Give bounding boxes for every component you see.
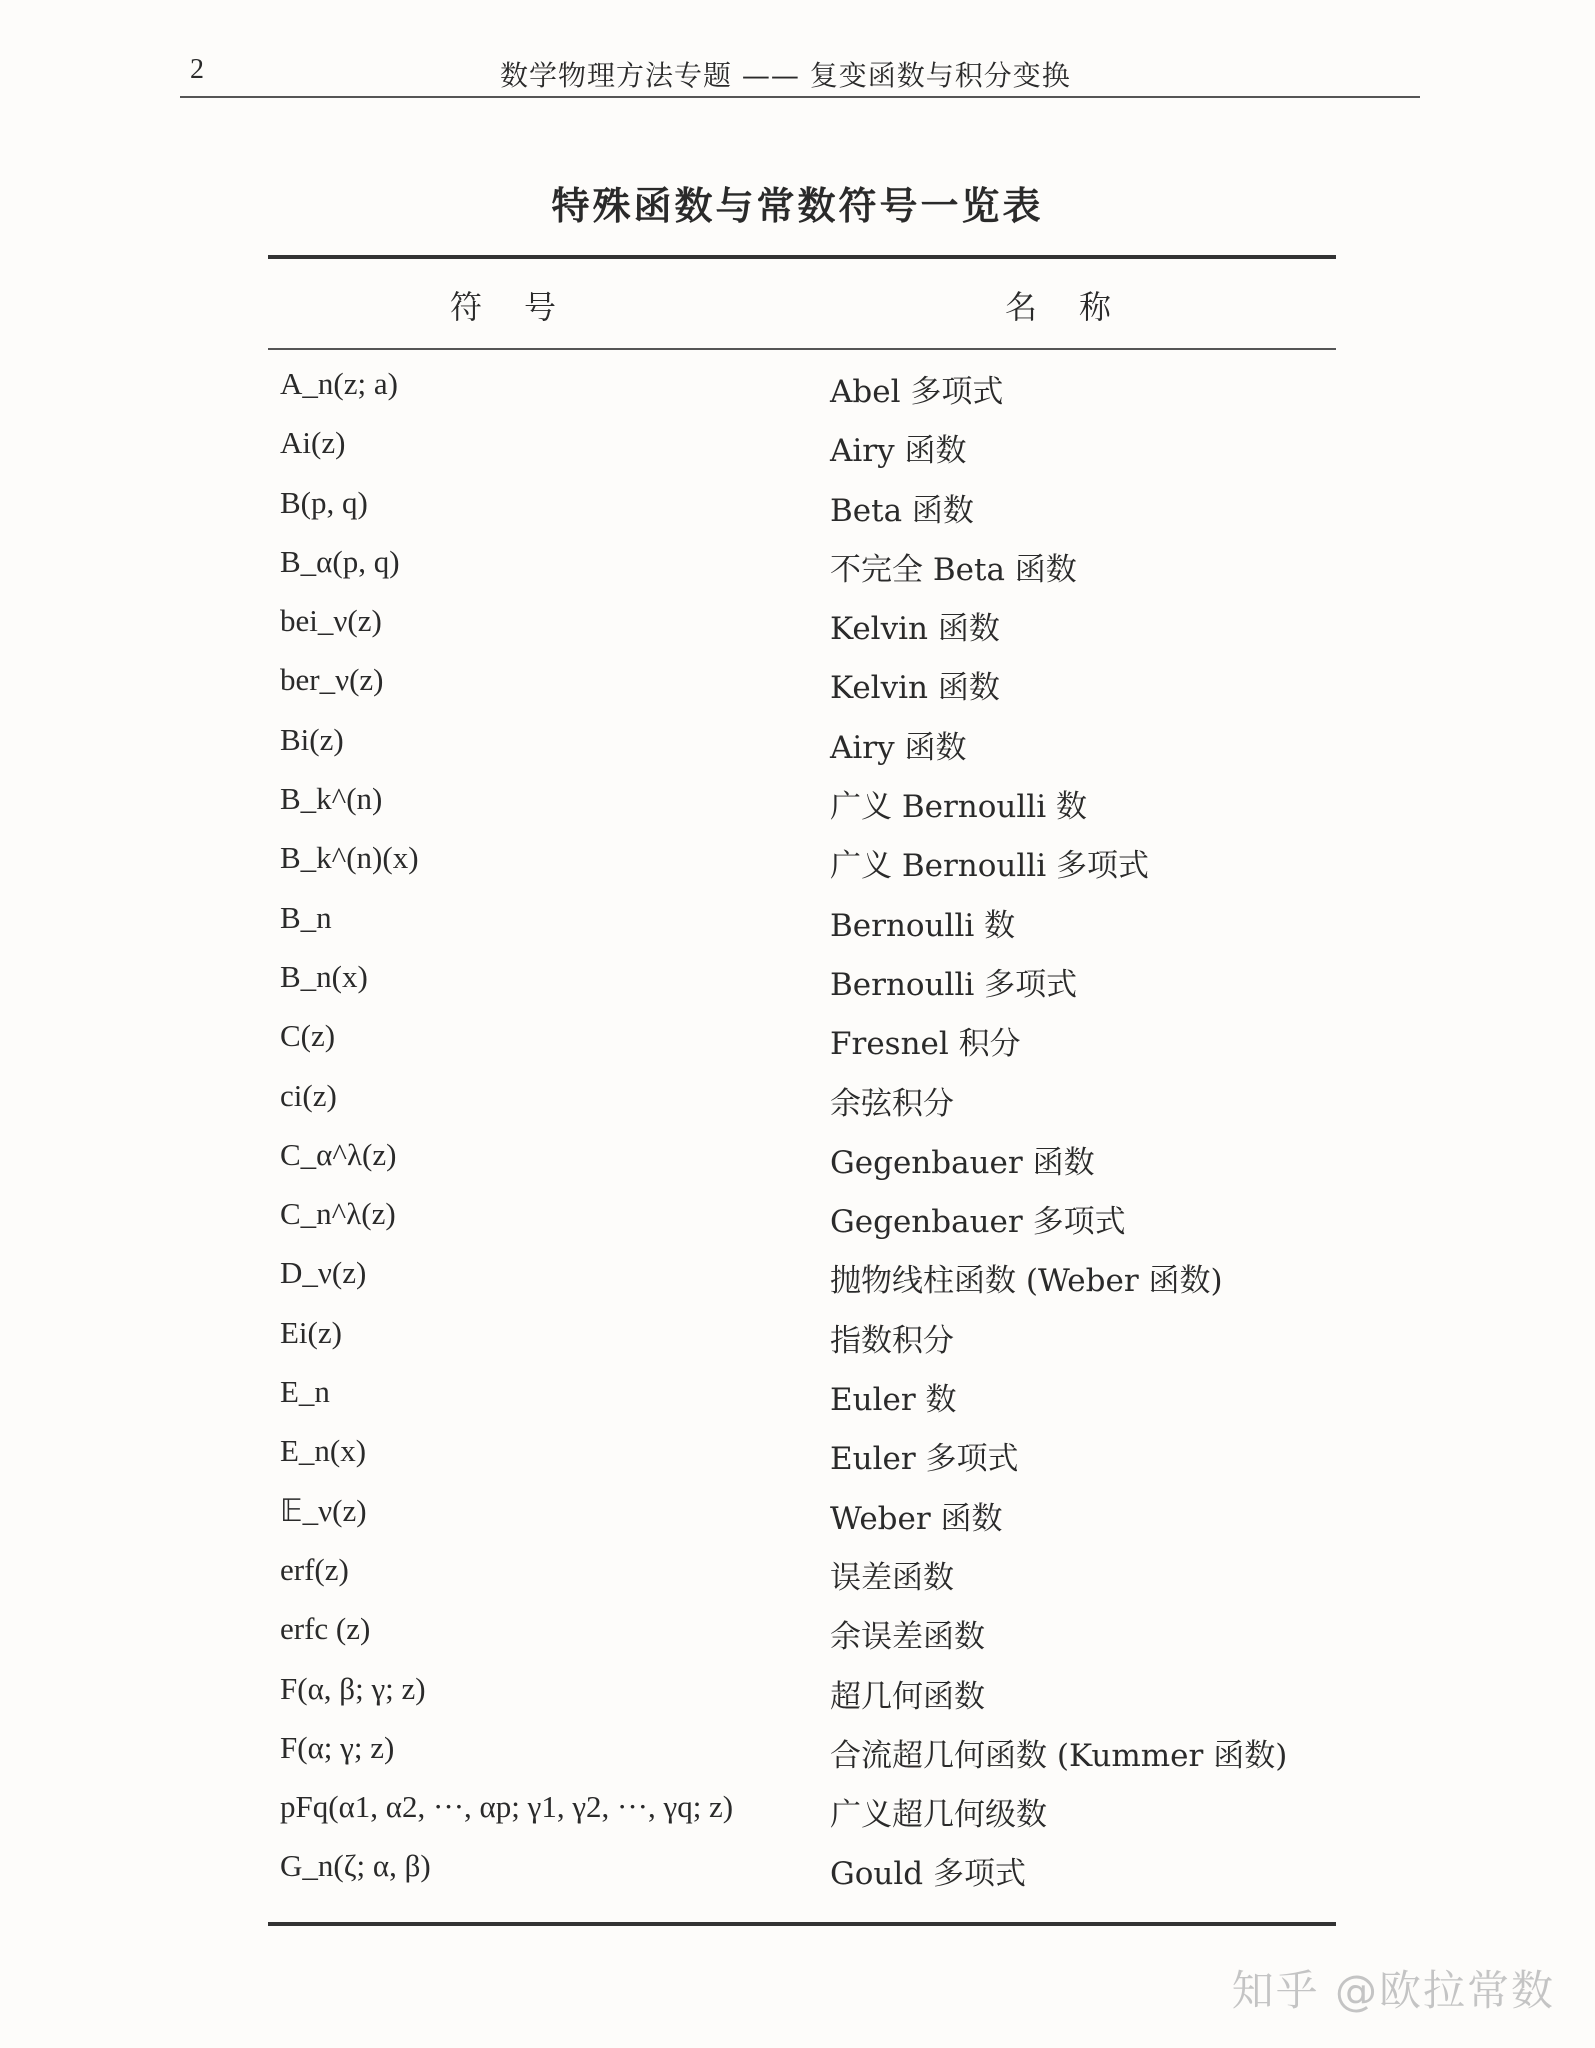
table-row	[280, 1018, 1340, 1077]
name-cell: Gegenbauer 多项式	[830, 1204, 1126, 1241]
symbol-cell: C(z)	[280, 1018, 336, 1054]
table-row	[280, 366, 1340, 425]
page-number: 2	[190, 54, 204, 85]
table-row	[280, 722, 1340, 781]
symbol-cell: E_n	[280, 1374, 330, 1410]
name-cell: 合流超几何函数 (Kummer 函数)	[830, 1737, 1288, 1774]
symbol-cell: B_k^(n)(x)	[280, 840, 419, 876]
name-cell: 超几何函数	[830, 1678, 985, 1715]
name-cell: Fresnel 积分	[830, 1026, 1021, 1063]
running-head	[180, 50, 1420, 98]
symbol-cell: D_ν(z)	[280, 1255, 367, 1291]
table-row	[280, 959, 1340, 1018]
symbol-cell: erf(z)	[280, 1551, 349, 1587]
column-header-name: 名称	[1005, 288, 1154, 326]
name-cell: 指数积分	[830, 1322, 954, 1359]
table-row	[280, 781, 1340, 840]
table-row	[280, 1315, 1340, 1374]
table-row	[280, 1848, 1340, 1907]
symbol-cell: G_n(ζ; α, β)	[280, 1848, 431, 1884]
symbol-cell: E_n(x)	[280, 1433, 367, 1469]
symbol-cell: B(p, q)	[280, 484, 368, 520]
symbol-cell: B_α(p, q)	[280, 543, 400, 579]
table-bottom-rule	[268, 1922, 1336, 1926]
name-cell: Beta 函数	[830, 492, 974, 529]
symbol-cell: C_n^λ(z)	[280, 1196, 396, 1232]
symbol-cell: 𝔼_ν(z)	[280, 1492, 367, 1528]
name-cell: 广义 Bernoulli 多项式	[830, 848, 1149, 885]
symbol-cell: F(α; γ; z)	[280, 1729, 395, 1765]
symbol-cell: ci(z)	[280, 1077, 337, 1113]
table-row	[280, 1671, 1340, 1730]
table-row	[280, 425, 1340, 484]
table-row	[280, 840, 1340, 899]
table-row	[280, 662, 1340, 721]
table-row	[280, 1078, 1340, 1137]
symbol-cell: A_n(z; a)	[280, 366, 398, 401]
table-title: 特殊函数与常数符号一览表	[551, 184, 1044, 228]
table-row	[280, 1552, 1340, 1611]
name-cell: 余误差函数	[830, 1619, 985, 1656]
name-cell: 余弦积分	[830, 1085, 954, 1122]
symbol-cell: Bi(z)	[280, 721, 344, 757]
symbol-cell: C_α^λ(z)	[280, 1136, 397, 1172]
table-row	[280, 1789, 1340, 1848]
name-cell: Euler 多项式	[830, 1441, 1019, 1478]
table-body	[280, 366, 1340, 1908]
table-row	[280, 1433, 1340, 1492]
name-cell: Euler 数	[830, 1382, 957, 1419]
name-cell: Airy 函数	[830, 729, 967, 766]
symbol-cell: Ei(z)	[280, 1314, 342, 1350]
table-row	[280, 603, 1340, 662]
symbol-cell: erfc (z)	[280, 1611, 371, 1647]
symbol-cell: B_n	[280, 899, 332, 935]
table-top-rule	[268, 255, 1336, 259]
name-cell: Weber 函数	[830, 1500, 1003, 1537]
table-row	[280, 485, 1340, 544]
name-cell: Gould 多项式	[830, 1856, 1027, 1893]
symbol-cell: ber_ν(z)	[280, 662, 384, 698]
name-cell: 广义 Bernoulli 数	[830, 789, 1087, 826]
symbol-cell: B_k^(n)	[280, 781, 383, 817]
table-row	[280, 1730, 1340, 1789]
table-row	[280, 900, 1340, 959]
table-row	[280, 1137, 1340, 1196]
table-row	[280, 544, 1340, 603]
symbol-cell: bei_ν(z)	[280, 603, 382, 639]
name-cell: 误差函数	[830, 1559, 954, 1596]
symbol-cell: Ai(z)	[280, 425, 346, 461]
name-cell: Abel 多项式	[830, 374, 1004, 410]
table-header-rule	[268, 348, 1336, 350]
name-cell: Kelvin 函数	[830, 670, 1000, 707]
name-cell: 抛物线柱函数 (Weber 函数)	[830, 1263, 1223, 1300]
table-row	[280, 1611, 1340, 1670]
symbol-cell: F(α, β; γ; z)	[280, 1670, 426, 1706]
symbol-cell: B_n(x)	[280, 958, 368, 994]
symbol-cell: pFq(α1, α2, ···, αp; γ1, γ2, ···, γq; z)	[280, 1789, 734, 1825]
name-cell: Airy 函数	[830, 433, 967, 470]
name-cell: Gegenbauer 函数	[830, 1144, 1095, 1181]
table-row	[280, 1374, 1340, 1433]
name-cell: 广义超几何级数	[830, 1797, 1047, 1834]
column-header-symbol: 符号	[450, 288, 599, 326]
watermark: 知乎 @欧拉常数	[1231, 1966, 1555, 2015]
name-cell: Kelvin 函数	[830, 611, 1000, 648]
name-cell: 不完全 Beta 函数	[830, 551, 1077, 588]
name-cell: Bernoulli 数	[830, 907, 1016, 944]
table-row	[280, 1196, 1340, 1255]
running-title: 数学物理方法专题 —— 复变函数与积分变换	[500, 59, 1071, 92]
table-row	[280, 1255, 1340, 1314]
name-cell: Bernoulli 多项式	[830, 966, 1078, 1003]
table-row	[280, 1493, 1340, 1552]
